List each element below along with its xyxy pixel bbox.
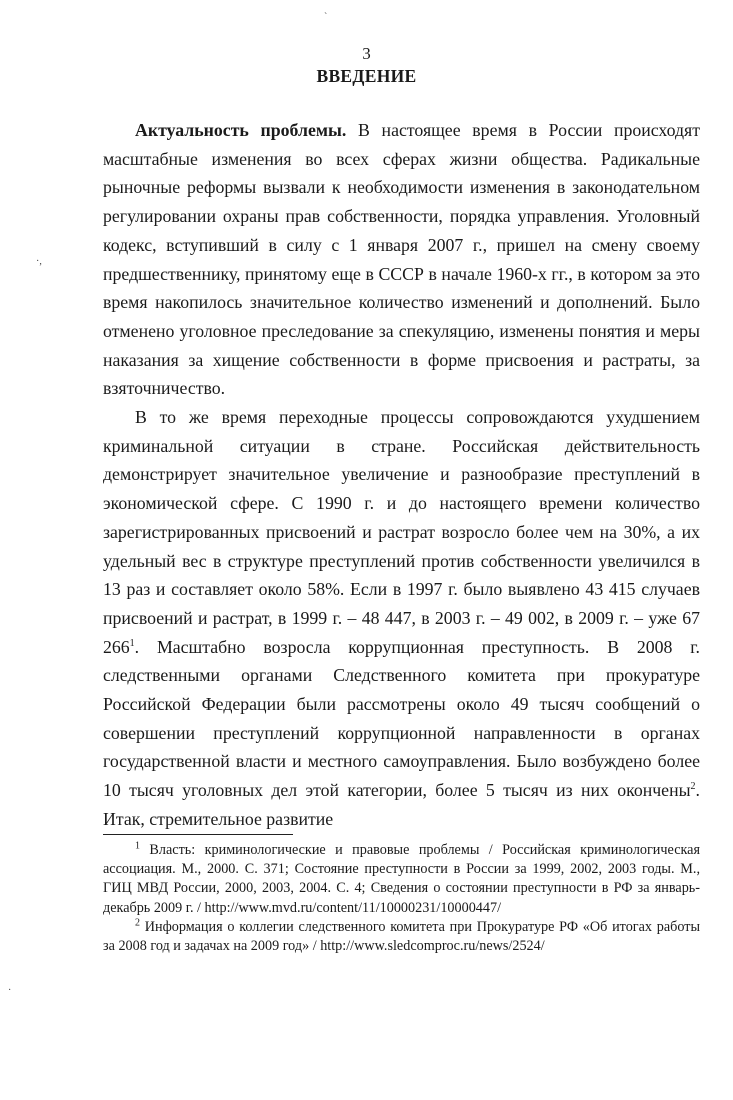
paragraph-crime-situation bbox=[103, 403, 700, 834]
footnote-text: Власть: криминологические и правовые проблемы / Российская криминологическая ассоциация. М., 2000. С. 371; Состояние преступности в России за 1999, 2002, 2003 годы. М., ГИЦ МВД России, 2000, 2003, 2004. С. 4; Сведения о состоянии преступности в РФ за январь-декабрь 2009 г. / http://www.mvd.ru/content/11/10000231/10000447/ bbox=[103, 842, 700, 916]
page-title: ВВЕДЕНИЕ bbox=[316, 66, 417, 86]
scan-artifact-dot: ˋ bbox=[324, 12, 328, 23]
footnote-mark: 1 bbox=[135, 840, 140, 852]
footnote-text: Информация о коллегии следственного комитета при Прокуратуре РФ «Об итогах работы за 2008 год и задачах на 2009 год» / http://www.sledcomproc.ru/news/2524/ bbox=[103, 918, 700, 955]
footnotes bbox=[103, 841, 700, 956]
paragraph-text: В то же время переходные процессы сопровождаются ухудшением криминальной ситуации в стране. Российская действительность демонстрирует значительное увеличение и разнообразие преступлений в экономической сфере. С 1990 г. и до настоящего времени количество зарегистрированных присвоений и растрат возросло более чем на 30%, а их удельный вес в структуре преступлений против собственности увеличился в 13 раз и составляет около 58%. Если в 1997 г. было выявлено 43 415 случаев присвоений и растрат, в 1999 г. – 48 447, в 2003 г. – 49 002, в 2009 г. – уже 67 266 bbox=[103, 407, 700, 657]
footnote-divider bbox=[103, 834, 293, 835]
footnote-ref-2[interactable]: 2 bbox=[690, 781, 696, 793]
footnote-ref-1[interactable]: 1 bbox=[129, 637, 135, 649]
page-number: 3 bbox=[362, 44, 371, 63]
paragraph-text: . Масштабно возросла коррупционная преступность. В 2008 г. следственными органами Следственного комитета при прокуратуре Российской Федерации были рассмотрены около 49 тысяч сообщений о совершении преступлений коррупционной направленности в органах государственной власти и местного самоуправления. Было возбуждено более 10 тысяч уголовных дел этой категории, более 5 тысяч из них окончены bbox=[103, 636, 700, 801]
scan-artifact-dot: ·, bbox=[36, 256, 42, 267]
paragraph-text: В настоящее время в России происходят масштабные изменения во всех сферах жизни общества. Радикальные рыночные реформы вызвали к необходимости изменения в законодательном регулировании охраны прав собственности, порядка управления. Уголовный кодекс, вступивший в силу с 1 января 2007 г., пришел на смену своему предшественнику, принятому еще в СССР в начале 1960-х гг., в котором за это время накопилось значительное количество изменений и дополнений. Было отменено уголовное преследование за спекуляцию, изменены понятия и меры наказания за хищение собственности в форме присвоения и растраты, за взяточничество. bbox=[103, 120, 701, 399]
paragraph-text: . Итак, стремительное развитие bbox=[103, 780, 700, 829]
footnote-mark: 2 bbox=[135, 917, 140, 929]
footnote-2 bbox=[103, 918, 700, 956]
scan-artifact-dot: · bbox=[8, 985, 12, 996]
paragraph-lead: Актуальность проблемы. bbox=[135, 120, 347, 140]
paragraph-relevance bbox=[103, 116, 700, 403]
body-text bbox=[103, 116, 700, 834]
footnote-1 bbox=[103, 841, 700, 918]
